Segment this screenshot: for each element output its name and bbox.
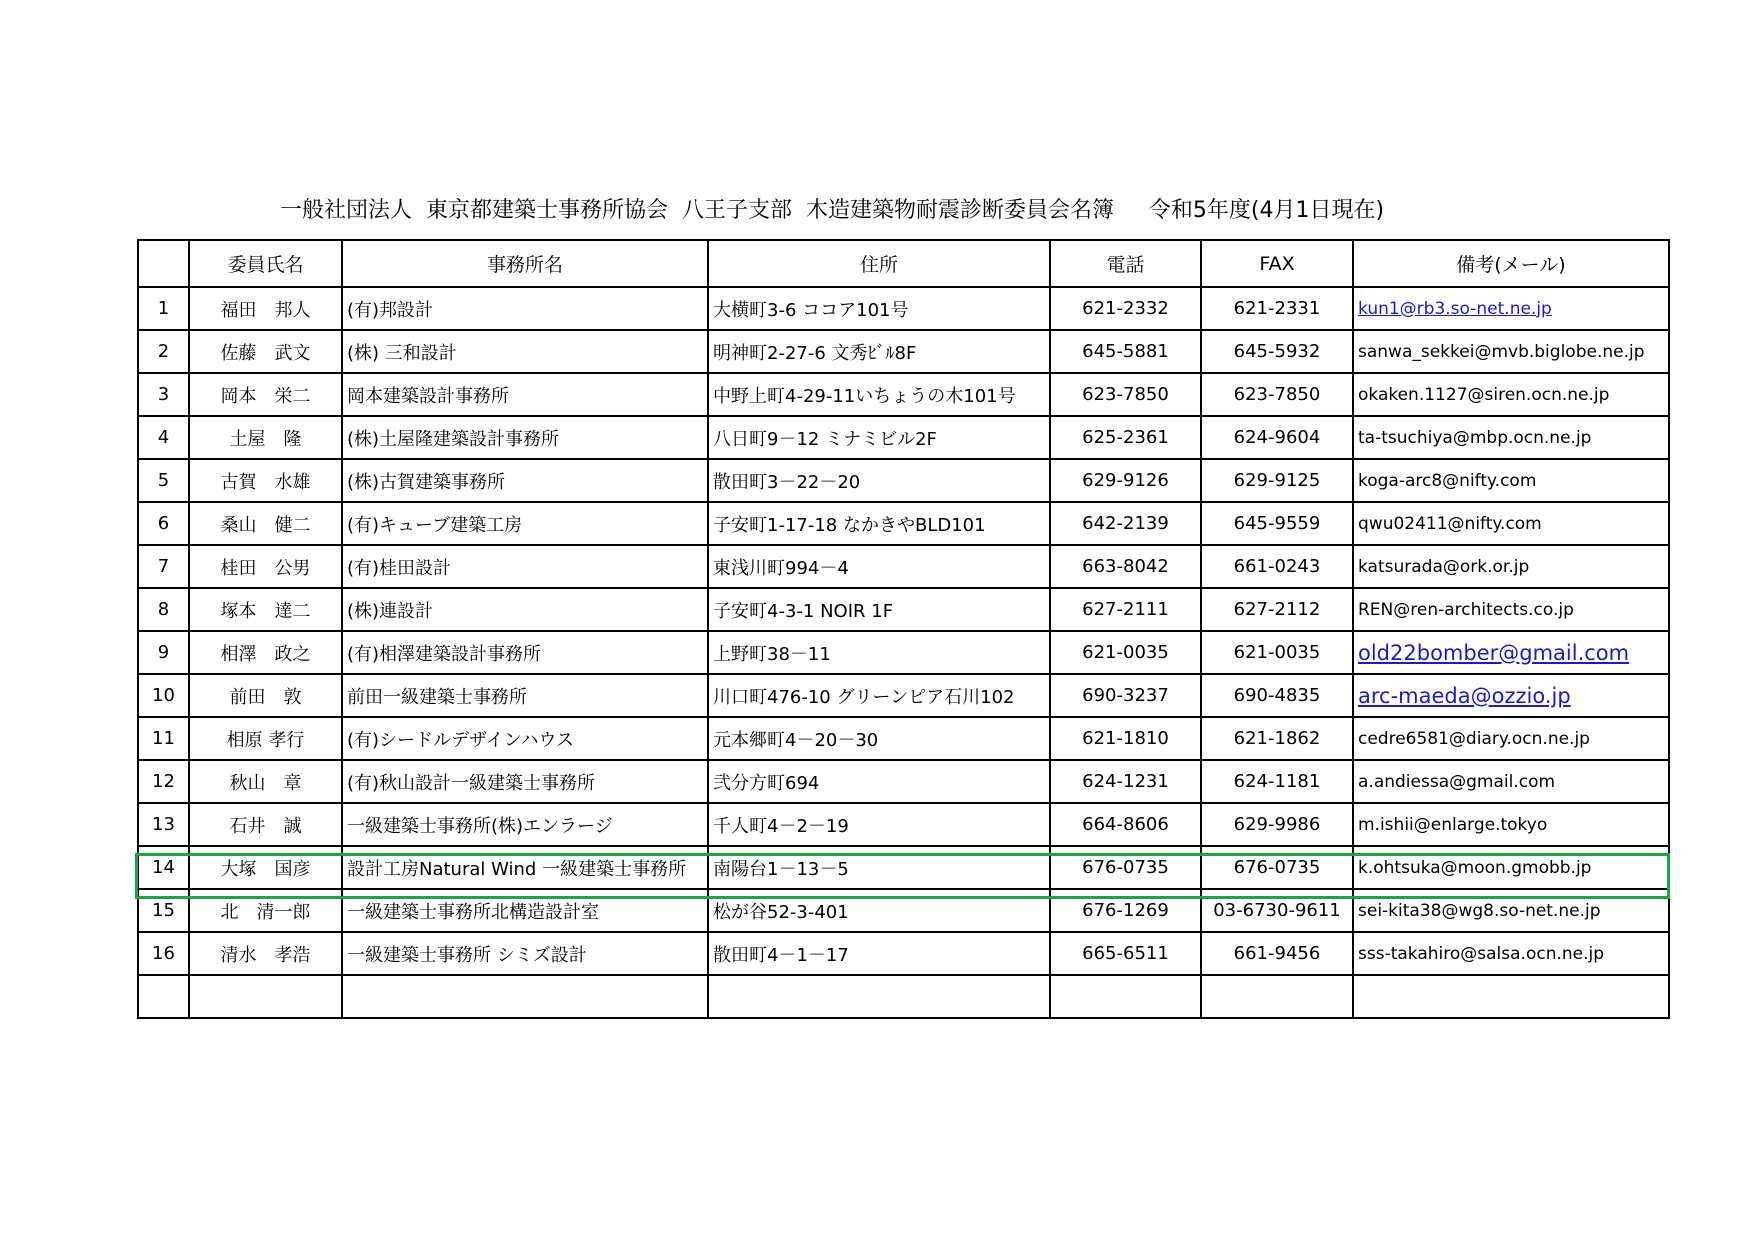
fax-number-cell: 645-9559 [1201,502,1353,545]
phone-number-cell: 676-1269 [1050,889,1201,932]
member-number-cell: 1 [138,287,189,330]
office-name-cell: 岡本建築設計事務所 [342,373,708,416]
address-cell: 子安町4-3-1 NOIR 1F [708,588,1050,631]
header-office-name: 事務所名 [342,240,708,287]
table-row [138,760,1669,803]
phone-number-cell: 645-5881 [1050,330,1201,373]
office-name-cell: 一級建築士事務所(株)エンラージ [342,803,708,846]
office-name-cell: (株)連設計 [342,588,708,631]
table-row [138,975,1669,1018]
member-roster-table [137,239,1670,1019]
table-row [138,674,1669,717]
member-name-cell: 福田 邦人 [189,287,342,330]
office-name-cell [342,975,708,1018]
email-cell: sanwa_sekkei@mvb.biglobe.ne.jp [1353,330,1669,373]
table-row [138,588,1669,631]
address-cell: 中野上町4-29-11いちょうの木101号 [708,373,1050,416]
fax-number-cell: 676-0735 [1201,846,1353,889]
member-number-cell: 3 [138,373,189,416]
table-row [138,330,1669,373]
table-row [138,416,1669,459]
table-row [138,932,1669,975]
phone-number-cell: 621-0035 [1050,631,1201,674]
phone-number-cell: 621-1810 [1050,717,1201,760]
member-name-cell: 岡本 栄二 [189,373,342,416]
address-cell: 千人町4－2－19 [708,803,1050,846]
member-number-cell: 14 [138,846,189,889]
header-phone: 電話 [1050,240,1201,287]
table-row [138,287,1669,330]
member-number-cell: 8 [138,588,189,631]
member-number-cell: 4 [138,416,189,459]
fax-number-cell: 623-7850 [1201,373,1353,416]
member-number-cell: 15 [138,889,189,932]
phone-number-cell: 621-2332 [1050,287,1201,330]
address-cell: 上野町38－11 [708,631,1050,674]
member-number-cell: 11 [138,717,189,760]
address-cell [708,975,1050,1018]
fax-number-cell: 645-5932 [1201,330,1353,373]
table-row [138,717,1669,760]
address-cell: 南陽台1－13－5 [708,846,1050,889]
member-name-cell: 桂田 公男 [189,545,342,588]
member-name-cell: 大塚 国彦 [189,846,342,889]
address-cell: 東浅川町994－4 [708,545,1050,588]
member-name-cell: 塚本 達二 [189,588,342,631]
table-row [138,631,1669,674]
address-cell: 川口町476-10 グリーンピア石川102 [708,674,1050,717]
fax-number-cell: 624-1181 [1201,760,1353,803]
fax-number-cell [1201,975,1353,1018]
header-member-name: 委員氏名 [189,240,342,287]
member-name-cell: 佐藤 武文 [189,330,342,373]
member-name-cell: 清水 孝浩 [189,932,342,975]
email-cell: cedre6581@diary.ocn.ne.jp [1353,717,1669,760]
email-cell[interactable]: old22bomber@gmail.com [1353,631,1669,674]
fax-number-cell: 624-9604 [1201,416,1353,459]
address-cell: 弐分方町694 [708,760,1050,803]
member-number-cell: 16 [138,932,189,975]
member-number-cell: 6 [138,502,189,545]
member-name-cell: 相澤 政之 [189,631,342,674]
phone-number-cell: 665-6511 [1050,932,1201,975]
office-name-cell: (株)古賀建築事務所 [342,459,708,502]
email-cell [1353,975,1669,1018]
email-cell: k.ohtsuka@moon.gmobb.jp [1353,846,1669,889]
email-cell: okaken.1127@siren.ocn.ne.jp [1353,373,1669,416]
member-number-cell: 13 [138,803,189,846]
email-cell[interactable]: kun1@rb3.so-net.ne.jp [1353,287,1669,330]
header-number [138,240,189,287]
email-cell: m.ishii@enlarge.tokyo [1353,803,1669,846]
office-name-cell: (有)相澤建築設計事務所 [342,631,708,674]
phone-number-cell: 690-3237 [1050,674,1201,717]
address-cell: 子安町1-17-18 なかきやBLD101 [708,502,1050,545]
phone-number-cell: 663-8042 [1050,545,1201,588]
email-cell: sei-kita38@wg8.so-net.ne.jp [1353,889,1669,932]
fax-number-cell: 03-6730-9611 [1201,889,1353,932]
address-cell: 大横町3-6 ココア101号 [708,287,1050,330]
address-cell: 散田町4－1－17 [708,932,1050,975]
member-name-cell: 石井 誠 [189,803,342,846]
email-cell: qwu02411@nifty.com [1353,502,1669,545]
table-row [138,545,1669,588]
phone-number-cell: 627-2111 [1050,588,1201,631]
member-number-cell: 5 [138,459,189,502]
office-name-cell: 設計工房Natural Wind 一級建築士事務所 [342,846,708,889]
header-address: 住所 [708,240,1050,287]
phone-number-cell: 642-2139 [1050,502,1201,545]
phone-number-cell: 676-0735 [1050,846,1201,889]
member-name-cell: 土屋 隆 [189,416,342,459]
office-name-cell: (株) 三和設計 [342,330,708,373]
member-name-cell: 前田 敦 [189,674,342,717]
fax-number-cell: 621-1862 [1201,717,1353,760]
email-cell: a.andiessa@gmail.com [1353,760,1669,803]
address-cell: 八日町9－12 ミナミビル2F [708,416,1050,459]
office-name-cell: 前田一級建築士事務所 [342,674,708,717]
address-cell: 松が谷52-3-401 [708,889,1050,932]
office-name-cell: 一級建築士事務所 シミズ設計 [342,932,708,975]
email-cell[interactable]: arc-maeda@ozzio.jp [1353,674,1669,717]
fax-number-cell: 621-2331 [1201,287,1353,330]
office-name-cell: 一級建築士事務所北構造設計室 [342,889,708,932]
member-number-cell: 12 [138,760,189,803]
table-row [138,373,1669,416]
member-number-cell: 7 [138,545,189,588]
email-cell: sss-takahiro@salsa.ocn.ne.jp [1353,932,1669,975]
table-row [138,803,1669,846]
address-cell: 散田町3－22－20 [708,459,1050,502]
member-name-cell: 桑山 健二 [189,502,342,545]
member-number-cell: 9 [138,631,189,674]
member-number-cell: 2 [138,330,189,373]
office-name-cell: (有)桂田設計 [342,545,708,588]
page-title: 一般社団法人 東京都建築士事務所協会 八王子支部 木造建築物耐震診断委員会名簿 令和5年度(4月1日現在) [280,198,1385,223]
email-cell: REN@ren-architects.co.jp [1353,588,1669,631]
office-name-cell: (有)キューブ建築工房 [342,502,708,545]
fax-number-cell: 629-9125 [1201,459,1353,502]
address-cell: 元本郷町4－20－30 [708,717,1050,760]
phone-number-cell: 625-2361 [1050,416,1201,459]
phone-number-cell: 629-9126 [1050,459,1201,502]
fax-number-cell: 627-2112 [1201,588,1353,631]
member-name-cell: 北 清一郎 [189,889,342,932]
fax-number-cell: 661-0243 [1201,545,1353,588]
member-number-cell [138,975,189,1018]
table-header-row [138,240,1669,287]
member-name-cell: 秋山 章 [189,760,342,803]
member-number-cell: 10 [138,674,189,717]
office-name-cell: (有)シードルデザインハウス [342,717,708,760]
phone-number-cell: 623-7850 [1050,373,1201,416]
email-cell: ta-tsuchiya@mbp.ocn.ne.jp [1353,416,1669,459]
office-name-cell: (有)秋山設計一級建築士事務所 [342,760,708,803]
email-cell: koga-arc8@nifty.com [1353,459,1669,502]
phone-number-cell: 664-8606 [1050,803,1201,846]
member-name-cell: 古賀 水雄 [189,459,342,502]
fax-number-cell: 621-0035 [1201,631,1353,674]
member-name-cell [189,975,342,1018]
fax-number-cell: 690-4835 [1201,674,1353,717]
office-name-cell: (有)邦設計 [342,287,708,330]
header-fax: FAX [1201,240,1353,287]
table-row [138,459,1669,502]
member-name-cell: 相原 孝行 [189,717,342,760]
header-notes-email: 備考(メール) [1353,240,1669,287]
phone-number-cell: 624-1231 [1050,760,1201,803]
fax-number-cell: 661-9456 [1201,932,1353,975]
table-row [138,889,1669,932]
table-row [138,846,1669,889]
address-cell: 明神町2-27-6 文秀ﾋﾞﾙ8F [708,330,1050,373]
table-row [138,502,1669,545]
fax-number-cell: 629-9986 [1201,803,1353,846]
phone-number-cell [1050,975,1201,1018]
office-name-cell: (株)土屋隆建築設計事務所 [342,416,708,459]
email-cell: katsurada@ork.or.jp [1353,545,1669,588]
